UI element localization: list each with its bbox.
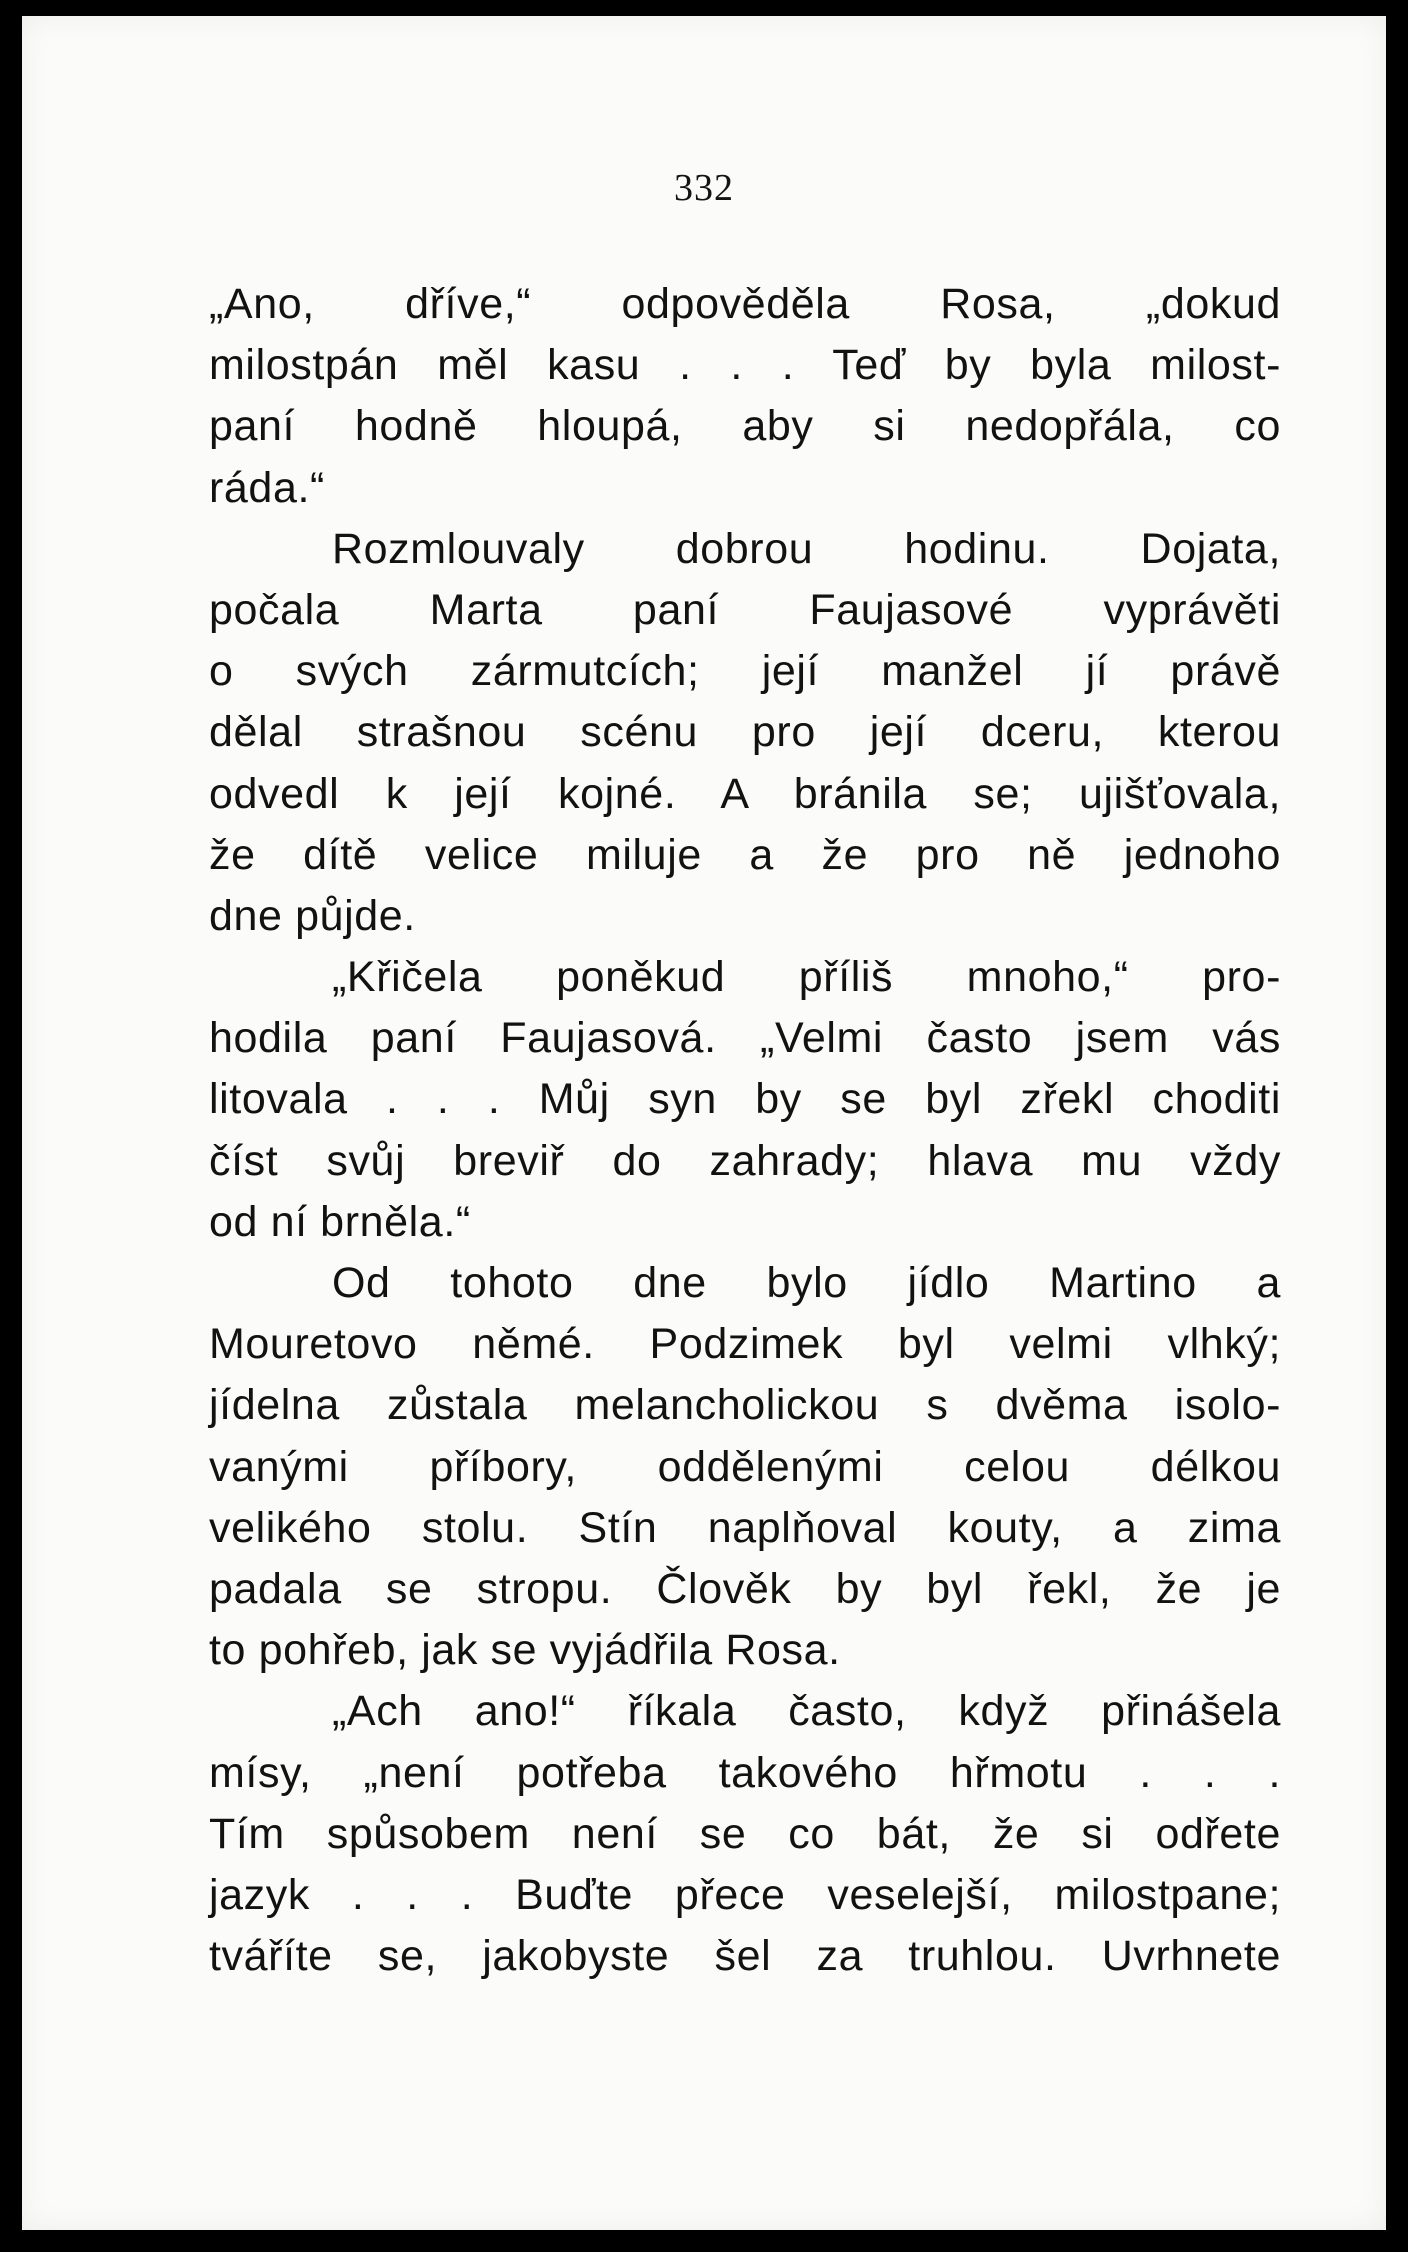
- text-line: to pohřeb, jak se vyjádřila Rosa.: [209, 1626, 841, 1675]
- text-line: velikého stolu. Stín naplňoval kouty, a zima: [209, 1503, 1281, 1552]
- text-line: Rozmlouvaly dobrou hodinu. Dojata,: [332, 524, 1281, 573]
- text-line: že dítě velice miluje a že pro ně jednoho: [209, 830, 1281, 879]
- text-line: ráda.“: [209, 463, 325, 512]
- text-line: jídelna zůstala melancholickou s dvěma isolo-: [209, 1381, 1281, 1430]
- text-line: o svých zármutcích; její manžel jí právě: [209, 647, 1281, 696]
- text-line: vanými příbory, oddělenými celou délkou: [209, 1442, 1281, 1491]
- text-line: padala se stropu. Člověk by byl řekl, že je: [209, 1564, 1281, 1613]
- text-line: hodila paní Faujasová. „Velmi často jsem vás: [209, 1014, 1281, 1063]
- text-line: mísy, „není potřeba takového hřmotu . . .: [209, 1748, 1281, 1797]
- text-line: paní hodně hloupá, aby si nedopřála, co: [209, 402, 1281, 451]
- text-line: dělal strašnou scénu pro její dceru, kterou: [209, 708, 1281, 757]
- text-line: litovala . . . Můj syn by se byl zřekl choditi: [209, 1075, 1281, 1124]
- text-line: dne půjde.: [209, 891, 416, 940]
- text-line: odvedl k její kojné. A bránila se; ujišťovala,: [209, 769, 1281, 818]
- text-line: „Ano, dříve,“ odpověděla Rosa, „dokud: [209, 280, 1281, 328]
- text-line: „Ach ano!“ říkala často, když přinášela: [332, 1687, 1281, 1736]
- book-page: [22, 16, 1386, 2230]
- text-line: číst svůj breviř do zahrady; hlava mu vždy: [209, 1136, 1281, 1185]
- text-line: Tím spůsobem není se co bát, že si odřete: [209, 1809, 1281, 1858]
- text-line: tváříte se, jakobyste šel za truhlou. Uvrhnete: [209, 1932, 1281, 1981]
- text-line: počala Marta paní Faujasové vyprávěti: [209, 585, 1281, 634]
- text-line: „Křičela poněkud příliš mnoho,“ pro-: [332, 953, 1281, 1002]
- text-line: jazyk . . . Buďte přece veselejší, milostpane;: [209, 1870, 1281, 1919]
- text-line: Mouretovo němé. Podzimek byl velmi vlhký;: [209, 1320, 1281, 1369]
- text-line: Od tohoto dne bylo jídlo Martino a: [332, 1259, 1281, 1307]
- text-line: milostpán měl kasu . . . Teď by byla milost-: [209, 341, 1281, 390]
- page-number: 332: [674, 167, 734, 209]
- text-line: od ní brněla.“: [209, 1197, 471, 1246]
- body-text: [209, 274, 1281, 1987]
